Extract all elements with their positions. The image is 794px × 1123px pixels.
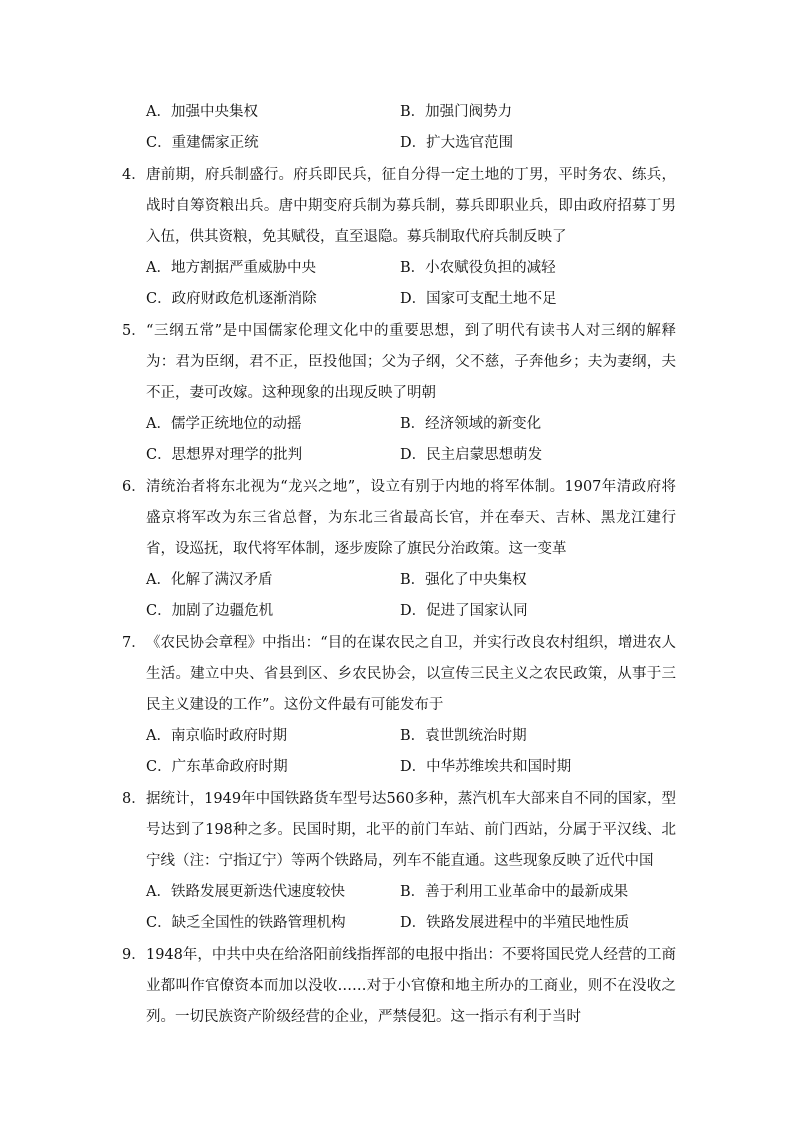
q9-stem: 1948年，中共中央在给洛阳前线指挥部的电报中指出：不要将国民党人经营的工商业都叫作官僚资本而加以没收……对于小官僚和地主所办的工商业，则不在没收之列。一切民族资产阶级经营的企业，严禁侵犯。这一指示有利于当时 [146,947,676,1025]
q7-option-b: B．袁世凯统治时期 [400,728,527,744]
q4-number: 4． [122,167,146,183]
q6-option-b: B．强化了中央集权 [400,572,527,588]
q6-option-c: C．加剧了边疆危机 [146,603,274,619]
q8-option-a: A．铁路发展更新迭代速度较快 [146,884,345,900]
q3-option-a: A．加强中央集权 [146,104,258,120]
q4-option-c: C．政府财政危机逐渐消除 [146,291,317,307]
q6-stem: 清统治者将东北视为“龙兴之地”，设立有别于内地的将军体制。1907年清政府将盛京将军改为东三省总督，为东北三省最高长官，并在奉天、吉林、黑龙江建行省，设巡抚，取代将军体制，逐步废除了旗民分治政策。这一变革 [146,479,676,557]
q6-option-d: D．促进了国家认同 [400,603,528,619]
q7-option-d: D．中华苏维埃共和国时期 [400,759,572,775]
q7-number: 7． [122,635,146,651]
q7-stem: 《农民协会章程》中指出：“目的在谋农民之自卫，并实行改良农村组织，增进农人生活。建立中央、省县到区、乡农民协会，以宣传三民主义之农民政策，从事于三民主义建设的工作”。这份文件最有可能发布于 [146,635,676,713]
q5-option-a: A．儒学正统地位的动摇 [146,416,302,432]
q5-option-c: C．思想界对理学的批判 [146,447,303,463]
q6-number: 6． [122,479,146,495]
q6-option-a: A．化解了满汉矛盾 [146,572,273,588]
q8-stem: 据统计，1949年中国铁路货车型号达560多种，蒸汽机车大部来自不同的国家，型号达到了198种之多。民国时期，北平的前门车站、前门西站，分属于平汉线、北宁线（注：宁指辽宁）等两个铁路局，列车不能直通。这些现象反映了近代中国 [146,791,676,869]
q4-option-d: D．国家可支配土地不足 [400,291,557,307]
q4-option-b: B．小农赋役负担的减轻 [400,260,556,276]
q9-number: 9． [122,947,146,963]
q8-option-b: B．善于利用工业革命中的最新成果 [400,884,629,900]
q4-stem: 唐前期，府兵制盛行。府兵即民兵，征自分得一定土地的丁男，平时务农、练兵，战时自筹资粮出兵。唐中期变府兵制为募兵制，募兵即职业兵，即由政府招募丁男入伍，供其资粮，免其赋役，直至退隐。募兵制取代府兵制反映了 [146,167,676,245]
q8-option-c: C．缺乏全国性的铁路管理机构 [146,915,346,931]
q7-option-a: A．南京临时政府时期 [146,728,287,744]
q5-option-d: D．民主启蒙思想萌发 [400,447,543,463]
q4-option-a: A．地方割据严重威胁中央 [146,260,316,276]
q8-option-d: D．铁路发展进程中的半殖民地性质 [400,915,630,931]
q5-number: 5． [122,323,146,339]
q7-option-c: C．广东革命政府时期 [146,759,288,775]
q8-number: 8． [122,791,146,807]
q3-option-b: B．加强门阀势力 [400,104,513,120]
q3-option-c: C．重建儒家正统 [146,135,259,151]
q3-option-d: D．扩大选官范围 [400,135,514,151]
q5-option-b: B．经济领域的新变化 [400,416,542,432]
q5-stem: “三纲五常”是中国儒家伦理文化中的重要思想，到了明代有读书人对三纲的解释为：君为臣纲，君不正，臣投他国；父为子纲，父不慈，子奔他乡；夫为妻纲，夫不正，妻可改嫁。这种现象的出现反映了明朝 [146,323,676,401]
